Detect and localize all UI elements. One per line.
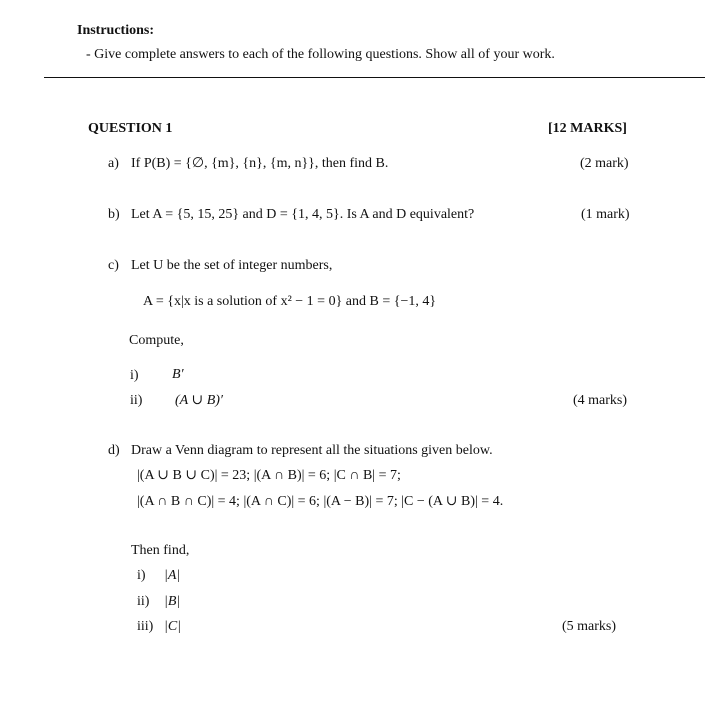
part-c-item-i-expr: B′ (172, 367, 184, 382)
part-d-then-find: Then find, (131, 543, 190, 558)
part-c-sets: A = {x|x is a solution of x² − 1 = 0} and B = {−1, 4} (143, 294, 437, 309)
part-c-marks: (4 marks) (573, 393, 628, 408)
question-total-marks: [12 MARKS] (548, 121, 627, 136)
part-d-condition-line-1: |(A ∪ B ∪ C)| = 23; |(A ∩ B)| = 6; |C ∩ B| = 7; (137, 468, 401, 483)
divider (44, 77, 705, 78)
part-d-item-ii-expr: |B| (164, 594, 181, 609)
part-d-item-iii-label: iii) (137, 619, 154, 634)
question-title: QUESTION 1 (88, 121, 173, 136)
part-a-text: If P(B) = {∅, {m}, {n}, {m, n}}, then find B. (131, 156, 389, 171)
part-d-text: Draw a Venn diagram to represent all the situations given below. (131, 443, 493, 458)
part-c-text: Let U be the set of integer numbers, (131, 258, 333, 273)
part-b-marks: (1 mark) (581, 207, 630, 222)
part-b-label: b) (108, 207, 120, 222)
part-d-item-i-label: i) (137, 568, 146, 583)
part-d-item-i-expr: |A| (164, 568, 181, 583)
part-c-item-i-label: i) (130, 368, 139, 383)
part-d-label: d) (108, 443, 120, 458)
part-a-label: a) (108, 156, 119, 171)
part-a-marks: (2 mark) (580, 156, 629, 171)
instructions-heading: Instructions: (77, 23, 155, 38)
part-d-marks: (5 marks) (562, 619, 617, 634)
part-d-item-iii-expr: |C| (164, 619, 182, 634)
part-d-condition-line-2: |(A ∩ B ∩ C)| = 4; |(A ∩ C)| = 6; |(A − B)| = 7; |C − (A ∪ B)| = 4. (137, 494, 504, 509)
instructions-line: - Give complete answers to each of the following questions. Show all of your work. (86, 47, 555, 62)
part-c-compute: Compute, (129, 333, 184, 348)
part-d-item-ii-label: ii) (137, 594, 150, 609)
part-c-item-ii-label: ii) (130, 393, 143, 408)
part-c-item-ii-expr: (A ∪ B)′ (175, 393, 223, 408)
part-c-label: c) (108, 258, 119, 273)
part-b-text: Let A = {5, 15, 25} and D = {1, 4, 5}. Is A and D equivalent? (131, 207, 475, 222)
